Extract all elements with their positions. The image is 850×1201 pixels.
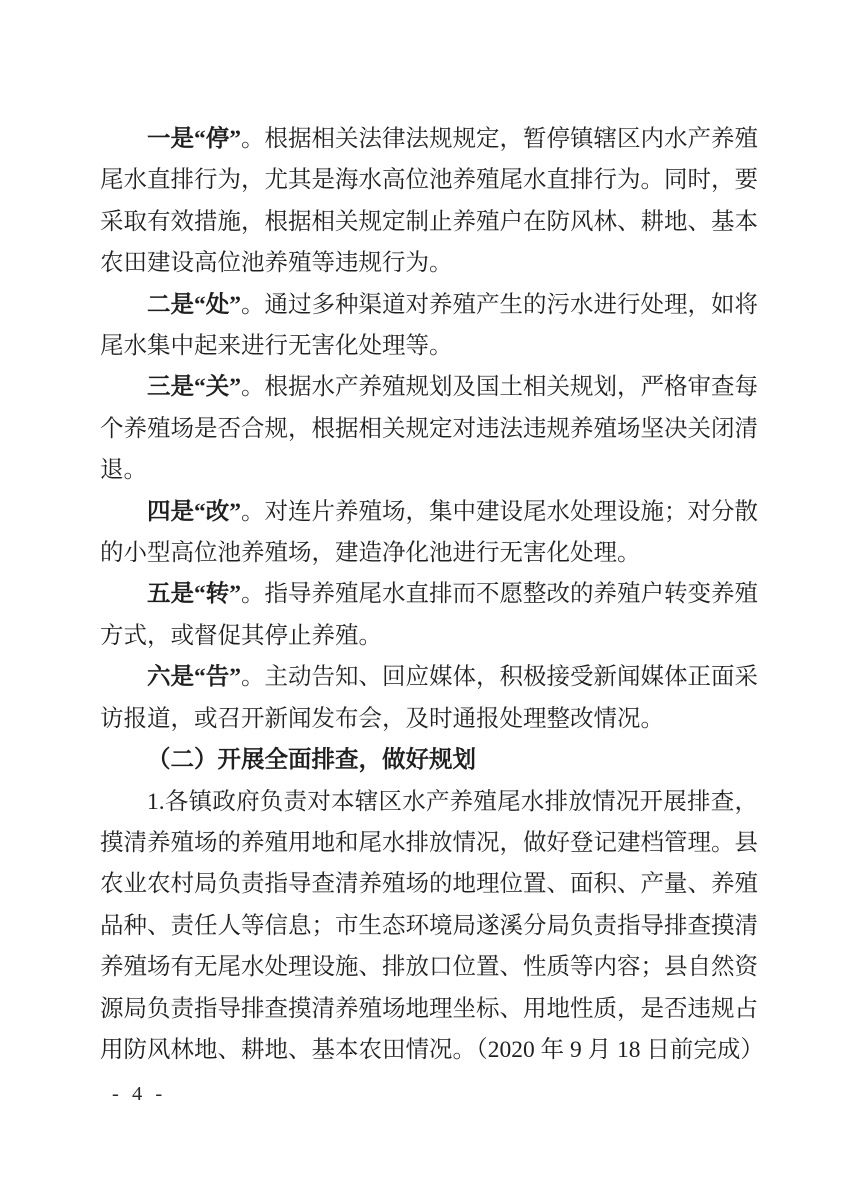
measure-text-transform: 。指导养殖尾水直排而不愿整改的养殖户转变养殖方式，或督促其停止养殖。: [100, 581, 758, 649]
measure-paragraph-treat: [100, 285, 758, 368]
measure-lead-inform: 六是“告”: [147, 664, 241, 691]
measure-text-inform: 。主动告知、回应媒体，积极接受新闻媒体正面采访报道，或召开新闻发布会，及时通报处理整改情况。: [100, 664, 758, 732]
section-heading: （二）开展全面排查，做好规划: [147, 747, 476, 774]
measure-paragraph-transform: [100, 574, 758, 657]
measure-lead-stop: 一是“停”: [147, 126, 241, 152]
measure-text-close: 。根据水产养殖规划及国土相关规划，严格审查每个养殖场是否合规，根据相关规定对违法违规养殖场坚决关闭清退。: [100, 374, 758, 484]
measure-paragraph-inform: [100, 657, 758, 740]
measure-lead-close: 三是“关”: [147, 374, 241, 401]
measure-lead-treat: 二是“处”: [147, 291, 241, 318]
page-number: - 4 -: [112, 1083, 167, 1105]
document-body: [100, 119, 764, 1071]
measure-lead-reform: 四是“改”: [147, 498, 241, 525]
measure-text-reform: 。对连片养殖场，集中建设尾水处理设施；对分散的小型高位池养殖场，建造净化池进行无害化处理。: [100, 498, 758, 567]
measure-paragraph-stop: [100, 119, 758, 285]
measure-lead-transform: 五是“转”: [147, 581, 241, 608]
measure-text-treat: 。通过多种渠道对养殖产生的污水进行处理，如将尾水集中起来进行无害化处理等。: [100, 291, 758, 360]
task-paragraph: 1.各镇政府负责对本辖区水产养殖尾水排放情况开展排查，摸清养殖场的养殖用地和尾水排放情况，做好登记建档管理。县农业农村局负责指导查清养殖场的地理位置、面积、产量、养殖品种、责任人等信息；市生态环境局遂溪分局负责指导排查摸清养殖场有无尾水处理设施、排放口位置、性质等内容；县自然资源局负责指导排查摸清养殖场地理坐标、用地性质，是否违规占用防风林地、耕地、基本农田情况。（2020 年 9 月 18 日前完成）: [100, 788, 764, 1063]
measure-paragraph-close: [100, 367, 758, 491]
measure-text-stop: 。根据相关法律法规规定，暂停镇辖区内水产养殖尾水直排行为，尤其是海水高位池养殖尾水直排行为。同时，要采取有效措施，根据相关规定制止养殖户在防风林、耕地、基本农田建设高位池养殖等违规行为。: [100, 126, 758, 277]
measure-paragraph-reform: [100, 492, 758, 575]
